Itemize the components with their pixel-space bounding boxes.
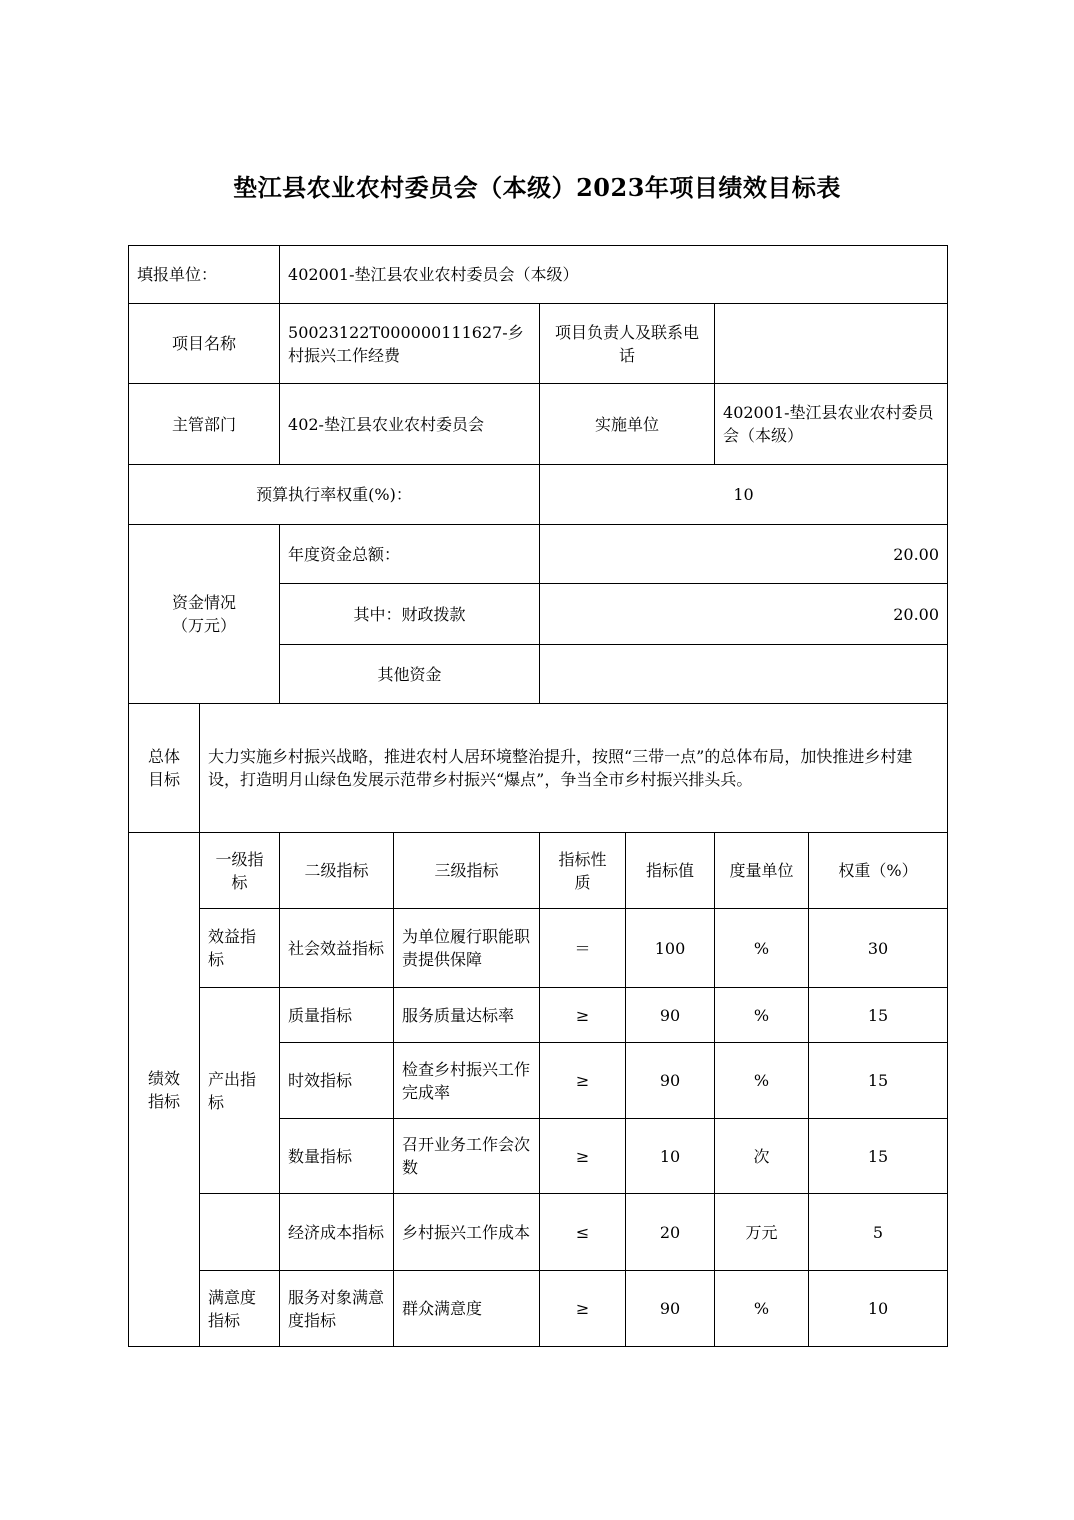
impl-unit-label: 实施单位 <box>540 384 715 465</box>
row-nature: ≥ <box>540 1271 626 1347</box>
row-level3: 召开业务工作会次数 <box>394 1119 540 1194</box>
header-unit: 度量单位 <box>715 833 809 909</box>
header-level1: 一级指标 <box>200 833 280 909</box>
header-weight: 权重（%） <box>809 833 948 909</box>
row-unit: % <box>715 1043 809 1119</box>
department-value: 402-垫江县农业农村委员会 <box>280 384 540 465</box>
reporting-unit-value: 402001-垫江县农业农村委员会（本级） <box>280 246 948 304</box>
row-level3: 服务质量达标率 <box>394 988 540 1043</box>
funds-total-value: 20.00 <box>540 525 948 584</box>
row-weight: 15 <box>809 988 948 1043</box>
row-level3: 为单位履行职能职责提供保障 <box>394 909 540 988</box>
project-leader-value <box>715 304 948 384</box>
table-row <box>129 1194 948 1271</box>
row-level2: 质量指标 <box>280 988 394 1043</box>
row-unit: % <box>715 1271 809 1347</box>
row-level3: 检查乡村振兴工作完成率 <box>394 1043 540 1119</box>
row-level2: 服务对象满意度指标 <box>280 1271 394 1347</box>
row-weight: 15 <box>809 1043 948 1119</box>
header-value: 指标值 <box>626 833 715 909</box>
row-level3: 乡村振兴工作成本 <box>394 1194 540 1271</box>
budget-weight-label: 预算执行率权重(%)： <box>129 465 540 525</box>
row-level2: 经济成本指标 <box>280 1194 394 1271</box>
row-value: 100 <box>626 909 715 988</box>
row-nature: ＝ <box>540 909 626 988</box>
goal-text: 大力实施乡村振兴战略，推进农村人居环境整治提升，按照“三带一点”的总体布局，加快推进乡村建设，打造明月山绿色发展示范带乡村振兴“爆点”，争当全市乡村振兴排头兵。 <box>200 704 948 833</box>
row-weight: 5 <box>809 1194 948 1271</box>
page-title: 垫江县农业农村委员会（本级）2023年项目绩效目标表 <box>233 173 841 202</box>
row-weight: 30 <box>809 909 948 988</box>
funds-other-label: 其他资金 <box>280 645 540 704</box>
row-nature: ≥ <box>540 1043 626 1119</box>
header-level2: 二级指标 <box>280 833 394 909</box>
table-row <box>129 909 948 988</box>
row-level2: 社会效益指标 <box>280 909 394 988</box>
performance-target-table <box>128 245 948 1347</box>
impl-unit-value: 402001-垫江县农业农村委员会（本级） <box>715 384 948 465</box>
funds-label: 资金情况（万元） <box>129 525 280 704</box>
row-unit: 次 <box>715 1119 809 1194</box>
department-label: 主管部门 <box>129 384 280 465</box>
header-nature: 指标性质 <box>540 833 626 909</box>
row-nature: ≥ <box>540 1119 626 1194</box>
group-cost <box>200 1194 280 1271</box>
funds-fiscal-label: 其中：财政拨款 <box>280 584 540 645</box>
row-unit: 万元 <box>715 1194 809 1271</box>
row-level2: 数量指标 <box>280 1119 394 1194</box>
row-value: 20 <box>626 1194 715 1271</box>
funds-fiscal-value: 20.00 <box>540 584 948 645</box>
group-output: 产出指标 <box>200 988 280 1194</box>
row-value: 90 <box>626 1271 715 1347</box>
reporting-unit-label: 填报单位： <box>129 246 280 304</box>
table-row <box>129 988 948 1043</box>
row-weight: 10 <box>809 1271 948 1347</box>
funds-total-label: 年度资金总额： <box>280 525 540 584</box>
project-leader-label: 项目负责人及联系电话 <box>540 304 715 384</box>
project-name-value: 50023122T000000111627-乡村振兴工作经费 <box>280 304 540 384</box>
goal-label: 总体目标 <box>129 704 200 833</box>
row-unit: % <box>715 988 809 1043</box>
performance-label: 绩效指标 <box>129 833 200 1347</box>
row-unit: % <box>715 909 809 988</box>
row-nature: ≥ <box>540 988 626 1043</box>
funds-other-value <box>540 645 948 704</box>
row-value: 10 <box>626 1119 715 1194</box>
row-nature: ≤ <box>540 1194 626 1271</box>
table-row <box>129 1271 948 1347</box>
row-value: 90 <box>626 1043 715 1119</box>
row-weight: 15 <box>809 1119 948 1194</box>
header-level3: 三级指标 <box>394 833 540 909</box>
group-satisfaction: 满意度指标 <box>200 1271 280 1347</box>
row-level2: 时效指标 <box>280 1043 394 1119</box>
row-level3: 群众满意度 <box>394 1271 540 1347</box>
group-benefit: 效益指标 <box>200 909 280 988</box>
row-value: 90 <box>626 988 715 1043</box>
budget-weight-value: 10 <box>540 465 948 525</box>
project-name-label: 项目名称 <box>129 304 280 384</box>
